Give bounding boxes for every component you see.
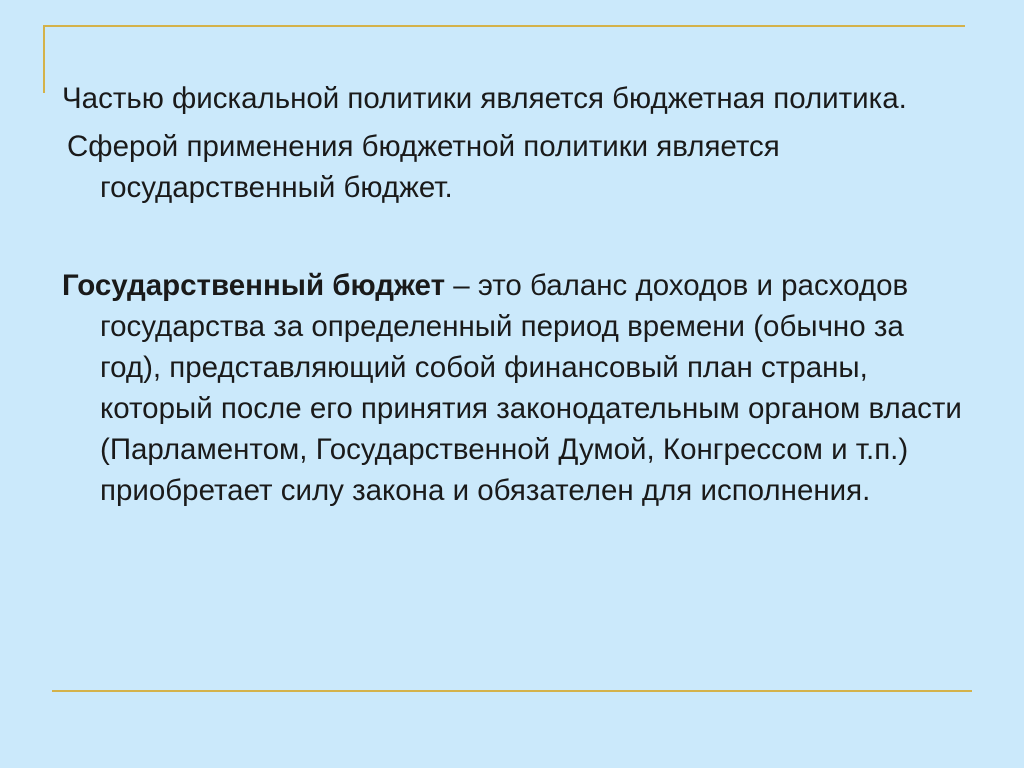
slide-body bbox=[62, 78, 962, 511]
defined-term: Государственный бюджет bbox=[62, 269, 446, 302]
paragraph-budget-scope: Сферой применения бюджетной политики является государственный бюджет. bbox=[67, 130, 780, 204]
paragraph-budget-definition bbox=[62, 265, 962, 511]
paragraph-fiscal-policy: Частью фискальной политики является бюджетная политика. bbox=[62, 82, 907, 115]
left-rule bbox=[43, 25, 45, 93]
top-rule bbox=[43, 25, 965, 27]
bottom-rule bbox=[52, 690, 972, 692]
definition-text: – это баланс доходов и расходов государства за определенный период времени (обычно за год), представляющий собой финансовый план страны, который после его принятия законодательным органом власти (Парламентом, Государственной Думой, Конгрессом и т.п.) приобретает силу закона и обязателен для исполнения. bbox=[100, 269, 962, 507]
